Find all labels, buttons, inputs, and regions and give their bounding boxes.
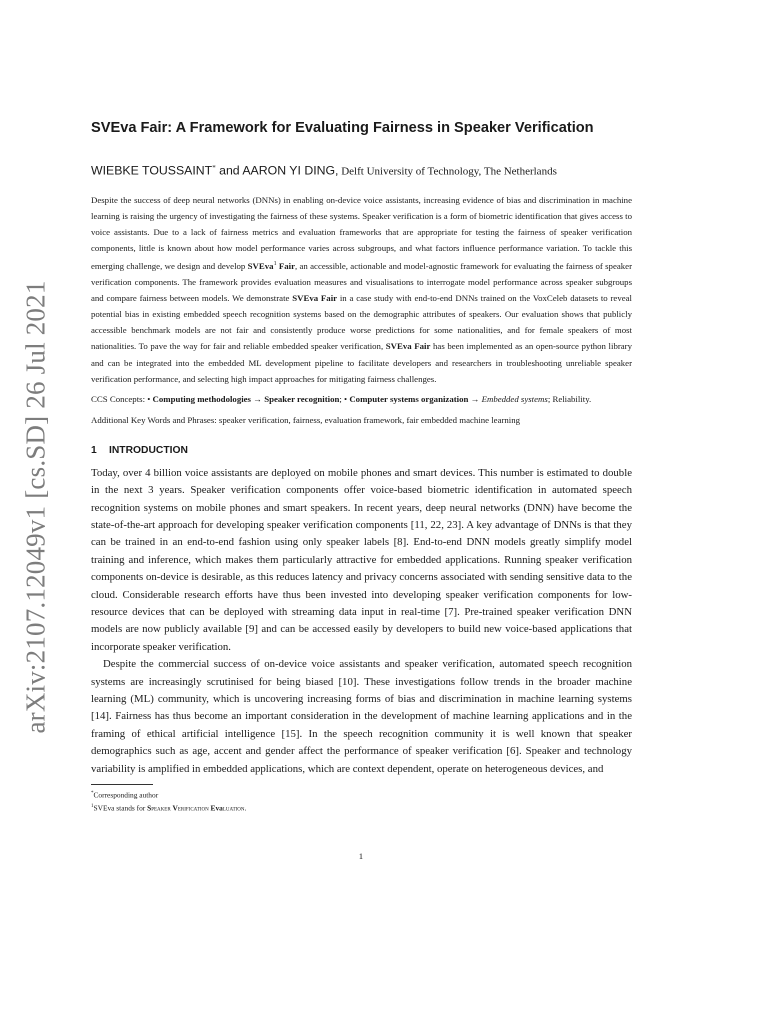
abstract-fair: Fair: [276, 260, 295, 271]
abstract-text-2: , an accessible, actionable and model-agnostic framework for evaluating the fairness of speaker verification components. The framework provides evaluation measures and visualisations to interrogate model performance across speaker subgroups and compare fairness between models. We demonstrate: [91, 260, 633, 304]
ccs-computing-methodologies: Computing methodologies: [152, 393, 251, 404]
paper-title: SVEva Fair: A Framework for Evaluating Fairness in Speaker Verification: [91, 120, 594, 136]
ccs-embedded-systems: Embedded systems: [481, 393, 548, 404]
paragraph-2: Despite the commercial success of on-device voice assistants and speaker verification, automated speech recognition systems are increasingly scrutinised for being biased [10]. These investigations follow trends in the broader machine learning (ML) community, which is uncovering increasing forms of bias and discrimination in machine learning systems [14]. Fairness has thus become an important consideration in the development of machine learning applications and in the framing of ethical artificial intelligence [15]. In the speech recognition community it is well known that speaker demographics such as age, accent and gender affect the performance of speaker verification [6]. Speaker and technology variability is amplified in embedded applications, which are context dependent, operate on heterogeneous devices, and: [91, 658, 632, 775]
footnote-2-text-a: SVEva stands for: [93, 803, 148, 813]
abstract-text-3: in a case study with end-to-end DNNs trained on the VoxCeleb datasets to reveal potential bias in existing embedded speech recognition systems based on the demographic attributes of speakers. Our evaluation shows that publicly accessible benchmark models are not fair and consistently produce worse predictions for some nationalities, and for female speakers of most nationalities. To pave the way for fair and reliable embedded speaker verification,: [91, 293, 632, 352]
footnote-2-mark: 1: [91, 804, 94, 810]
ccs-tail: ; Reliability.: [547, 393, 592, 404]
abstract-sveva: SVEva: [247, 260, 274, 271]
abstract-sveva-fair-2: SVEva Fair: [292, 293, 338, 304]
page-number: 1: [358, 851, 364, 861]
footnote-2-text-g: luation.: [222, 803, 247, 813]
section-title: INTRODUCTION: [109, 444, 188, 456]
author-2: AARON YI DING,: [242, 163, 339, 178]
section-heading: [91, 443, 632, 459]
footnote-2-text-e: erification: [177, 803, 211, 813]
arxiv-identifier-text: arXiv:2107.12049v1 [cs.SD] 26 Jul 2021: [20, 280, 51, 734]
abstract-footnote-mark: 1: [273, 261, 277, 268]
ccs-concepts: [91, 391, 632, 407]
abstract-sveva-fair-3: SVEva Fair: [385, 341, 431, 352]
author-conjunction: and: [215, 163, 243, 178]
footnote-2-text-c: peaker: [151, 803, 173, 813]
arxiv-identifier: [20, 280, 51, 734]
ccs-arrow-2: →: [468, 393, 482, 404]
abstract: [91, 192, 632, 387]
footnote-1-mark: *: [91, 791, 94, 797]
ccs-speaker-recognition: Speaker recognition: [264, 393, 340, 404]
ccs-separator: ; •: [339, 393, 350, 404]
footnote-1: [91, 788, 632, 801]
footnotes: [91, 788, 632, 814]
keywords: Additional Key Words and Phrases: speaker verification, fairness, evaluation framework, fair embedded machine learning: [91, 414, 521, 425]
author-affiliation: Delft University of Technology, The Netherlands: [341, 165, 557, 178]
ccs-lead: CCS Concepts: •: [91, 393, 153, 404]
footnote-2-s: S: [147, 803, 152, 813]
footnote-1-text: Corresponding author: [93, 790, 159, 800]
corresponding-mark: *: [212, 164, 216, 172]
footnote-2-v: V: [172, 803, 178, 813]
abstract-text-4: has been implemented as an open-source python library and can be integrated into the embedded ML development pipeline to facilitate developers and researchers in troubleshooting unreliable speaker verification performance, and selecting high impact approaches for mitigating fairness challenges.: [91, 341, 633, 384]
section-number: 1: [91, 444, 97, 456]
footnote-2-eva: Eva: [210, 803, 223, 813]
footnote-rule: [91, 784, 153, 785]
ccs-arrow-1: →: [250, 393, 265, 404]
abstract-text-1: Despite the success of deep neural networks (DNNs) in enabling on-device voice assistants, increasing evidence of bias and discrimination in machine learning is raising the urgency of investigating the fairness of these systems. Speaker verification is a form of biometric identification that gives access to voice assistants. Due to a lack of fairness metrics and evaluation frameworks that are appropriate for testing the fairness of speaker verification components, little is known about how model performance varies across subgroups, and what factors influence performance variation. To tackle this emerging challenge, we design and develop: [91, 194, 632, 271]
ccs-computer-systems: Computer systems organization: [349, 393, 469, 404]
author-line: [91, 160, 632, 180]
introduction-body: [91, 465, 632, 778]
paragraph-1: Today, over 4 billion voice assistants are deployed on mobile phones and smart devices. This number is estimated to double in the next 3 years. Speaker verification components offer voice-based biometric identification in automated speech recognition systems on mobile phones and smart speakers. In recent years, deep neural networks (DNN) have become the state-of-the-art approach for developing speaker verification components [11, 22, 23]. A key advantage of DNNs is that they can be trained in an end-to-end fashion using only speaker labels [8]. End-to-end DNN models greatly simplify model training and inference, which makes them particularly attractive for embedded applications. Running speaker verification components on-device is desirable, as this reduces latency and privacy concerns associated with sending sensitive data to the cloud. Considerable research efforts have thus been invested into developing speaker verification components for low-resource devices that can be deployed with streaming data input in real-time [7]. Pre-trained speaker verification DNN models are now publicly available [9] and can be accessed easily by developers to build new voice-based applications that incorporate speaker verification.: [91, 466, 632, 653]
footnote-2: [91, 801, 632, 814]
paper-page: [91, 116, 632, 814]
author-1: WIEBKE TOUSSAINT: [91, 163, 213, 178]
